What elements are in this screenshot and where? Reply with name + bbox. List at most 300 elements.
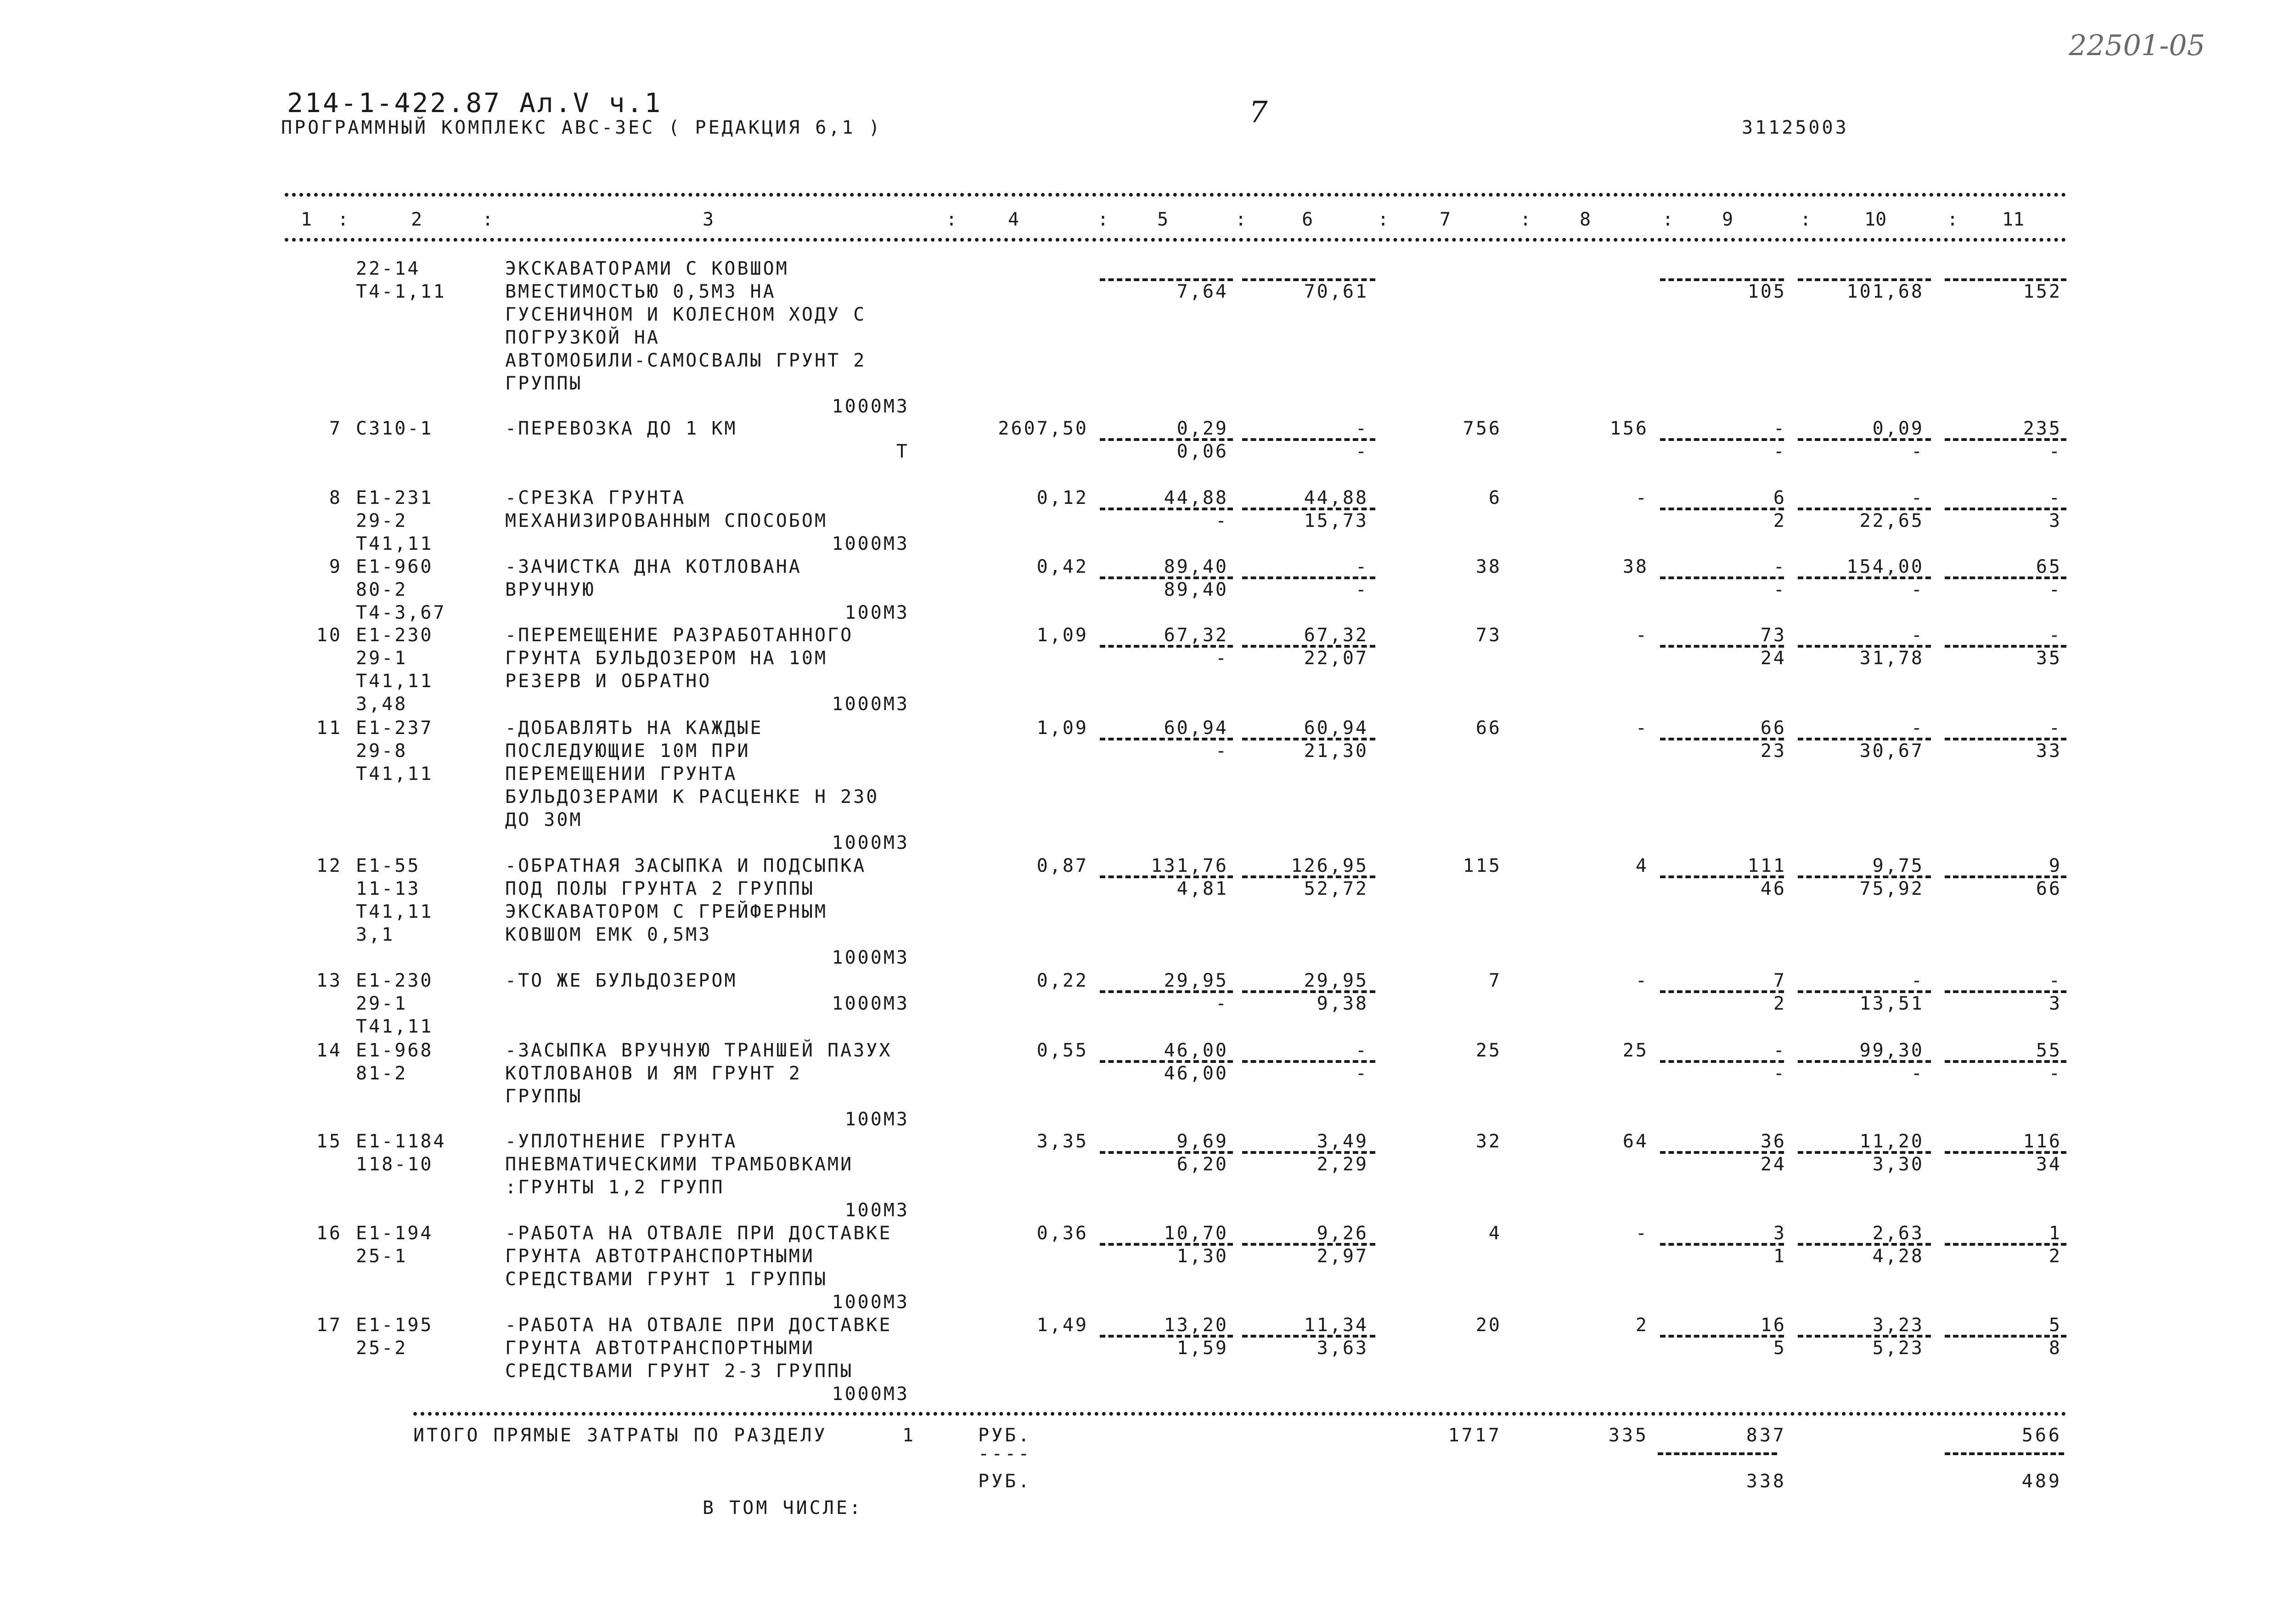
divider-col9 bbox=[1660, 278, 1784, 281]
row-col6: 60,94 bbox=[1304, 717, 1368, 739]
row-number: 14 bbox=[316, 1040, 342, 1061]
row-col5: 9,69 bbox=[1176, 1131, 1228, 1152]
row-col9-b: - bbox=[1773, 579, 1786, 600]
row-number: 12 bbox=[316, 855, 342, 876]
row-col4: 0,55 bbox=[1036, 1040, 1088, 1061]
column-separator: : bbox=[1378, 209, 1389, 230]
row-col10: 3,23 bbox=[1872, 1315, 1924, 1336]
column-separator: : bbox=[1800, 209, 1812, 230]
divider-col10 bbox=[1798, 875, 1931, 878]
divider-col11 bbox=[1945, 1060, 2066, 1063]
row-col8: - bbox=[1635, 1223, 1649, 1244]
row-code: Т41,11 bbox=[356, 1016, 433, 1037]
row-col6-b: 3,63 bbox=[1317, 1338, 1368, 1359]
row-col10: 0,09 bbox=[1872, 418, 1924, 439]
column-separator: : bbox=[1947, 209, 1958, 230]
row-col4: 1,09 bbox=[1036, 717, 1088, 739]
row-col10: 2,63 bbox=[1872, 1223, 1924, 1244]
row-col9-b: 24 bbox=[1760, 648, 1786, 669]
row-col7: 756 bbox=[1463, 418, 1502, 439]
row-description: -ДОБАВЛЯТЬ НА КАЖДЫЕ bbox=[505, 717, 763, 739]
row-col11: 65 bbox=[2036, 556, 2062, 577]
row-code: Т4-1,11 bbox=[356, 281, 446, 302]
row-col11: - bbox=[2048, 970, 2062, 991]
row-col11-b: 35 bbox=[2036, 648, 2062, 669]
row-col10: - bbox=[1911, 487, 1924, 508]
row-col9-b: 2 bbox=[1773, 993, 1786, 1014]
row-description: ПОГРУЗКОЙ НА bbox=[505, 327, 660, 348]
row-description: КОВШОМ ЕМК 0,5М3 bbox=[505, 924, 712, 945]
row-col7: 7 bbox=[1488, 970, 1502, 991]
divider-col9 bbox=[1660, 1335, 1784, 1338]
row-col8: 156 bbox=[1609, 418, 1649, 439]
row-col5: 46,00 bbox=[1164, 1040, 1228, 1061]
row-col8: 64 bbox=[1622, 1131, 1649, 1152]
row-col7: 6 bbox=[1488, 487, 1502, 508]
divider-col10 bbox=[1798, 1335, 1931, 1338]
row-col9: 6 bbox=[1773, 487, 1786, 508]
row-description: ВРУЧНУЮ bbox=[505, 579, 596, 600]
row-col6: 126,95 bbox=[1291, 855, 1368, 876]
divider-col6 bbox=[1242, 1243, 1375, 1246]
row-unit: Т bbox=[896, 441, 909, 462]
column-separator: : bbox=[1662, 209, 1674, 230]
row-col11-b: 3 bbox=[2048, 993, 2062, 1014]
divider-col10 bbox=[1798, 278, 1931, 281]
row-col8: 25 bbox=[1622, 1040, 1649, 1061]
column-separator: : bbox=[1520, 209, 1531, 230]
row-col6-b: 52,72 bbox=[1304, 878, 1368, 899]
row-description: -ЗАЧИСТКА ДНА КОТЛОВАНА bbox=[505, 556, 802, 577]
row-col4: 1,09 bbox=[1036, 625, 1088, 646]
divider-col9 bbox=[1660, 645, 1784, 648]
row-description: ПОД ПОЛЫ ГРУНТА 2 ГРУППЫ bbox=[505, 878, 815, 899]
totals-dash-col11 bbox=[1945, 1452, 2064, 1455]
totals-dash-col9 bbox=[1658, 1452, 1777, 1455]
row-col6: 9,26 bbox=[1317, 1223, 1368, 1244]
row-col9-b: 46 bbox=[1760, 878, 1786, 899]
row-col9: 7 bbox=[1773, 970, 1786, 991]
row-col6: 3,49 bbox=[1317, 1131, 1368, 1152]
including-label: В ТОМ ЧИСЛЕ: bbox=[703, 1497, 863, 1519]
archive-stamp: 22501-05 bbox=[2069, 28, 2206, 62]
row-description: ГРУНТА АВТОТРАНСПОРТНЫМИ bbox=[505, 1338, 815, 1359]
row-col9: 36 bbox=[1760, 1131, 1786, 1152]
row-description: -РАБОТА НА ОТВАЛЕ ПРИ ДОСТАВКЕ bbox=[505, 1315, 892, 1336]
row-col9: 16 bbox=[1760, 1315, 1786, 1336]
column-header-7: 7 bbox=[1440, 209, 1451, 230]
divider-col11 bbox=[1945, 875, 2066, 878]
divider-col9 bbox=[1660, 438, 1784, 441]
row-code: 3,48 bbox=[356, 694, 408, 715]
row-col7: 32 bbox=[1475, 1131, 1502, 1152]
row-col6: - bbox=[1355, 418, 1368, 439]
totals-col8: 335 bbox=[1608, 1425, 1649, 1446]
header-rule-top bbox=[285, 193, 2066, 197]
row-code: Е1-231 bbox=[356, 487, 433, 508]
row-col8: - bbox=[1635, 625, 1649, 646]
row-code: 11-13 bbox=[356, 878, 421, 899]
row-description: ГРУППЫ bbox=[505, 373, 583, 394]
divider-col11 bbox=[1945, 1151, 2066, 1154]
row-col5-b: 1,59 bbox=[1176, 1338, 1228, 1359]
row-col5-b: - bbox=[1215, 510, 1228, 531]
row-col9-b: 105 bbox=[1747, 281, 1786, 302]
row-description: ПОСЛЕДУЮЩИЕ 10М ПРИ bbox=[505, 740, 750, 762]
totals-label: ИТОГО ПРЯМЫЕ ЗАТРАТЫ ПО РАЗДЕЛУ bbox=[413, 1425, 827, 1446]
divider-col5 bbox=[1100, 990, 1233, 993]
divider-col5 bbox=[1100, 438, 1233, 441]
column-separator: : bbox=[1235, 209, 1247, 230]
row-col11-b: 66 bbox=[2036, 878, 2062, 899]
row-col10: - bbox=[1911, 717, 1924, 739]
row-col5: 0,29 bbox=[1176, 418, 1228, 439]
divider-col10 bbox=[1798, 576, 1931, 579]
row-description: ПНЕВМАТИЧЕСКИМИ ТРАМБОВКАМИ bbox=[505, 1154, 854, 1175]
divider-col10 bbox=[1798, 645, 1931, 648]
row-description: -ПЕРЕМЕЩЕНИЕ РАЗРАБОТАННОГО bbox=[505, 625, 854, 646]
column-header-4: 4 bbox=[1008, 209, 1019, 230]
divider-col6 bbox=[1242, 875, 1375, 878]
row-code: Т41,11 bbox=[356, 533, 433, 554]
row-code: 29-2 bbox=[356, 510, 408, 531]
row-col5-b: - bbox=[1215, 993, 1228, 1014]
row-unit: 1000М3 bbox=[832, 1292, 909, 1313]
column-header-1: 1 bbox=[301, 209, 312, 230]
divider-col5 bbox=[1100, 1060, 1233, 1063]
row-col11: 235 bbox=[2023, 418, 2062, 439]
divider-col11 bbox=[1945, 1243, 2066, 1246]
totals-currency-2: РУБ. bbox=[978, 1471, 1032, 1492]
row-col5-b: 0,06 bbox=[1176, 441, 1228, 462]
column-separator: : bbox=[1097, 209, 1109, 230]
totals-col11-b: 489 bbox=[2021, 1471, 2062, 1492]
divider-col5 bbox=[1100, 645, 1233, 648]
document-code: 214-1-422.87 Ал.V ч.1 bbox=[287, 87, 663, 119]
row-col6-b: 2,97 bbox=[1317, 1246, 1368, 1267]
row-col10-b: 4,28 bbox=[1872, 1246, 1924, 1267]
row-col9: 3 bbox=[1773, 1223, 1786, 1244]
row-col7: 4 bbox=[1488, 1223, 1502, 1244]
row-code: С310-1 bbox=[356, 418, 433, 439]
divider-col5 bbox=[1100, 738, 1233, 740]
row-col11: 1 bbox=[2048, 1223, 2062, 1244]
row-col11: - bbox=[2048, 717, 2062, 739]
row-code: Е1-195 bbox=[356, 1315, 433, 1336]
row-col9-b: 23 bbox=[1760, 740, 1786, 762]
row-code: 25-1 bbox=[356, 1246, 408, 1267]
row-col7: 73 bbox=[1475, 625, 1502, 646]
row-code: 25-2 bbox=[356, 1338, 408, 1359]
row-col10: 11,20 bbox=[1859, 1131, 1924, 1152]
column-header-2: 2 bbox=[411, 209, 422, 230]
row-col5: 44,88 bbox=[1164, 487, 1228, 508]
row-unit: 1000М3 bbox=[832, 993, 909, 1014]
column-header-8: 8 bbox=[1580, 209, 1591, 230]
row-col6: - bbox=[1355, 1040, 1368, 1061]
row-col10: - bbox=[1911, 625, 1924, 646]
totals-col11: 566 bbox=[2021, 1425, 2062, 1446]
row-code: Е1-55 bbox=[356, 855, 421, 876]
column-header-9: 9 bbox=[1722, 209, 1733, 230]
row-description: ГРУППЫ bbox=[505, 1086, 583, 1107]
row-code: 3,1 bbox=[356, 924, 395, 945]
header-rule-bottom bbox=[285, 238, 2066, 242]
divider-col10 bbox=[1798, 738, 1931, 740]
divider-col5 bbox=[1100, 508, 1233, 510]
row-col10-b: 30,67 bbox=[1859, 740, 1924, 762]
row-col10-b: - bbox=[1911, 1063, 1924, 1084]
row-unit: 1000М3 bbox=[832, 1383, 909, 1405]
row-col9-b: 1 bbox=[1773, 1246, 1786, 1267]
divider-col11 bbox=[1945, 278, 2066, 281]
row-description: МЕХАНИЗИРОВАННЫМ СПОСОБОМ bbox=[505, 510, 828, 531]
row-col11-b: 2 bbox=[2048, 1246, 2062, 1267]
row-code: Е1-230 bbox=[356, 625, 433, 646]
row-col11-b: 152 bbox=[2023, 281, 2062, 302]
row-code: Т41,11 bbox=[356, 671, 433, 692]
row-col7: 66 bbox=[1475, 717, 1502, 739]
totals-currency: РУБ. bbox=[978, 1425, 1032, 1446]
row-description: ГУСЕНИЧНОМ И КОЛЕСНОМ ХОДУ С bbox=[505, 304, 867, 325]
row-col4: 0,12 bbox=[1036, 487, 1088, 508]
row-col6-b: - bbox=[1355, 1063, 1368, 1084]
divider-col6 bbox=[1242, 1151, 1375, 1154]
row-code: Е1-194 bbox=[356, 1223, 433, 1244]
divider-col5 bbox=[1100, 1335, 1233, 1338]
row-col6-b: - bbox=[1355, 579, 1368, 600]
row-description: -СРЕЗКА ГРУНТА bbox=[505, 487, 686, 508]
row-col9: 66 bbox=[1760, 717, 1786, 739]
row-description: ВМЕСТИМОСТЬЮ 0,5М3 НА bbox=[505, 281, 776, 302]
row-col6-b: 21,30 bbox=[1304, 740, 1368, 762]
divider-col10 bbox=[1798, 1151, 1931, 1154]
row-col8: 2 bbox=[1635, 1315, 1649, 1336]
row-col6: 67,32 bbox=[1304, 625, 1368, 646]
row-col8: - bbox=[1635, 487, 1649, 508]
row-col9: - bbox=[1773, 418, 1786, 439]
divider-col10 bbox=[1798, 438, 1931, 441]
row-col6-b: - bbox=[1355, 441, 1368, 462]
row-number: 9 bbox=[329, 556, 342, 577]
row-col4: 3,35 bbox=[1036, 1131, 1088, 1152]
totals-section: 1 bbox=[902, 1425, 916, 1446]
divider-col6 bbox=[1242, 278, 1375, 281]
row-col4: 2607,50 bbox=[998, 418, 1088, 439]
row-col8: - bbox=[1635, 970, 1649, 991]
divider-col5 bbox=[1100, 1151, 1233, 1154]
row-col10: 154,00 bbox=[1846, 556, 1924, 577]
divider-col5 bbox=[1100, 875, 1233, 878]
row-description: ЭКСКАВАТОРОМ С ГРЕЙФЕРНЫМ bbox=[505, 901, 828, 922]
row-col5: 131,76 bbox=[1151, 855, 1228, 876]
row-col6-b: 22,07 bbox=[1304, 648, 1368, 669]
divider-col10 bbox=[1798, 1060, 1931, 1063]
row-col10-b: 22,65 bbox=[1859, 510, 1924, 531]
divider-col11 bbox=[1945, 990, 2066, 993]
row-col10: 9,75 bbox=[1872, 855, 1924, 876]
row-col10-b: 5,23 bbox=[1872, 1338, 1924, 1359]
row-unit: 1000М3 bbox=[832, 694, 909, 715]
divider-col9 bbox=[1660, 1151, 1784, 1154]
row-unit: 1000М3 bbox=[832, 396, 909, 417]
row-col9: - bbox=[1773, 1040, 1786, 1061]
row-col5-b: 6,20 bbox=[1176, 1154, 1228, 1175]
row-col8: 38 bbox=[1622, 556, 1649, 577]
column-header-5: 5 bbox=[1157, 209, 1169, 230]
row-code: Т4-3,67 bbox=[356, 602, 446, 623]
totals-col9: 837 bbox=[1746, 1425, 1786, 1446]
divider-col6 bbox=[1242, 1060, 1375, 1063]
row-col9-b: 2 bbox=[1773, 510, 1786, 531]
row-description: -ЗАСЫПКА ВРУЧНУЮ ТРАНШЕЙ ПАЗУХ bbox=[505, 1040, 892, 1061]
row-unit: 100М3 bbox=[844, 602, 909, 623]
row-col11: 55 bbox=[2036, 1040, 2062, 1061]
divider-col11 bbox=[1945, 576, 2066, 579]
row-unit: 1000М3 bbox=[832, 533, 909, 554]
row-description: КОТЛОВАНОВ И ЯМ ГРУНТ 2 bbox=[505, 1063, 802, 1084]
column-header-11: 11 bbox=[2002, 209, 2025, 230]
divider-col11 bbox=[1945, 738, 2066, 740]
divider-col6 bbox=[1242, 438, 1375, 441]
row-code: Е1-230 bbox=[356, 970, 433, 991]
row-col11-b: 34 bbox=[2036, 1154, 2062, 1175]
row-col9-b: 24 bbox=[1760, 1154, 1786, 1175]
row-code: Е1-960 bbox=[356, 556, 433, 577]
row-col6-b: 9,38 bbox=[1317, 993, 1368, 1014]
row-col5-b: 89,40 bbox=[1164, 579, 1228, 600]
divider-col6 bbox=[1242, 738, 1375, 740]
row-col6: 11,34 bbox=[1304, 1315, 1368, 1336]
row-col4: 0,36 bbox=[1036, 1223, 1088, 1244]
row-description: ГРУНТА АВТОТРАНСПОРТНЫМИ bbox=[505, 1246, 815, 1267]
row-col11: - bbox=[2048, 625, 2062, 646]
column-header-row bbox=[0, 209, 2296, 232]
row-col5: 10,70 bbox=[1164, 1223, 1228, 1244]
column-separator: : bbox=[482, 209, 494, 230]
row-number: 15 bbox=[316, 1131, 342, 1152]
row-col10-b: 31,78 bbox=[1859, 648, 1924, 669]
totals-currency-dash: ---- bbox=[978, 1443, 1032, 1464]
row-col6: 44,88 bbox=[1304, 487, 1368, 508]
row-description: -УПЛОТНЕНИЕ ГРУНТА bbox=[505, 1131, 737, 1152]
row-description: ГРУНТА БУЛЬДОЗЕРОМ НА 10М bbox=[505, 648, 828, 669]
divider-col6 bbox=[1242, 645, 1375, 648]
row-col5: 60,94 bbox=[1164, 717, 1228, 739]
row-col8: 4 bbox=[1635, 855, 1649, 876]
row-number: 16 bbox=[316, 1223, 342, 1244]
divider-col6 bbox=[1242, 990, 1375, 993]
row-col11-b: 3 bbox=[2048, 510, 2062, 531]
row-col11: 116 bbox=[2023, 1131, 2062, 1152]
row-col11-b: - bbox=[2048, 579, 2062, 600]
divider-col9 bbox=[1660, 1243, 1784, 1246]
row-description: -РАБОТА НА ОТВАЛЕ ПРИ ДОСТАВКЕ bbox=[505, 1223, 892, 1244]
row-col10: 99,30 bbox=[1859, 1040, 1924, 1061]
row-col9-b: - bbox=[1773, 441, 1786, 462]
divider-col6 bbox=[1242, 576, 1375, 579]
column-header-3: 3 bbox=[703, 209, 714, 230]
row-code: 22-14 bbox=[356, 258, 421, 279]
row-description: ПЕРЕМЕЩЕНИИ ГРУНТА bbox=[505, 763, 737, 785]
row-col11-b: 33 bbox=[2036, 740, 2062, 762]
row-col5-b: - bbox=[1215, 648, 1228, 669]
row-col8: - bbox=[1635, 717, 1649, 739]
row-code: 80-2 bbox=[356, 579, 408, 600]
row-col10-b: - bbox=[1911, 441, 1924, 462]
divider-col5 bbox=[1100, 576, 1233, 579]
row-code: Т41,11 bbox=[356, 901, 433, 922]
row-code: 81-2 bbox=[356, 1063, 408, 1084]
row-number: 8 bbox=[329, 487, 342, 508]
divider-col9 bbox=[1660, 738, 1784, 740]
divider-col10 bbox=[1798, 990, 1931, 993]
row-unit: 100М3 bbox=[844, 1109, 909, 1130]
row-code: Т41,11 bbox=[356, 763, 433, 785]
row-col11: - bbox=[2048, 487, 2062, 508]
row-col7: 38 bbox=[1475, 556, 1502, 577]
row-col7: 20 bbox=[1475, 1315, 1502, 1336]
row-col9: - bbox=[1773, 556, 1786, 577]
divider-col11 bbox=[1945, 438, 2066, 441]
row-number: 17 bbox=[316, 1315, 342, 1336]
row-col5: 13,20 bbox=[1164, 1315, 1228, 1336]
row-description: АВТОМОБИЛИ-САМОСВАЛЫ ГРУНТ 2 bbox=[505, 350, 867, 371]
row-col5: 89,40 bbox=[1164, 556, 1228, 577]
divider-col9 bbox=[1660, 508, 1784, 510]
divider-col11 bbox=[1945, 645, 2066, 648]
row-number: 10 bbox=[316, 625, 342, 646]
row-col10-b: - bbox=[1911, 579, 1924, 600]
row-col10-b: 101,68 bbox=[1846, 281, 1924, 302]
row-col6: - bbox=[1355, 556, 1368, 577]
divider-col9 bbox=[1660, 990, 1784, 993]
row-col11: 5 bbox=[2048, 1315, 2062, 1336]
row-code: Е1-1184 bbox=[356, 1131, 446, 1152]
row-col11: 9 bbox=[2048, 855, 2062, 876]
row-description: БУЛЬДОЗЕРАМИ К РАСЦЕНКЕ Н 230 bbox=[505, 786, 879, 808]
row-col11-b: - bbox=[2048, 441, 2062, 462]
row-col5-b: 7,64 bbox=[1176, 281, 1228, 302]
column-header-6: 6 bbox=[1302, 209, 1313, 230]
row-col5: 67,32 bbox=[1164, 625, 1228, 646]
row-col6-b: 2,29 bbox=[1317, 1154, 1368, 1175]
page-number: 7 bbox=[1249, 96, 1268, 130]
row-col9: 73 bbox=[1760, 625, 1786, 646]
row-description: ЭКСКАВАТОРАМИ С КОВШОМ bbox=[505, 258, 789, 279]
divider-col11 bbox=[1945, 508, 2066, 510]
row-code: 29-8 bbox=[356, 740, 408, 762]
row-col10: - bbox=[1911, 970, 1924, 991]
row-col7: 25 bbox=[1475, 1040, 1502, 1061]
row-col6-b: 15,73 bbox=[1304, 510, 1368, 531]
row-description: -ОБРАТНАЯ ЗАСЫПКА И ПОДСЫПКА bbox=[505, 855, 867, 876]
divider-col10 bbox=[1798, 508, 1931, 510]
column-header-10: 10 bbox=[1864, 209, 1887, 230]
divider-col10 bbox=[1798, 1243, 1931, 1246]
row-col5-b: 46,00 bbox=[1164, 1063, 1228, 1084]
row-col4: 1,49 bbox=[1036, 1315, 1088, 1336]
row-description: РЕЗЕРВ И ОБРАТНО bbox=[505, 671, 712, 692]
row-col11-b: - bbox=[2048, 1063, 2062, 1084]
row-unit: 1000М3 bbox=[832, 832, 909, 853]
row-col4: 0,22 bbox=[1036, 970, 1088, 991]
row-description: СРЕДСТВАМИ ГРУНТ 2-3 ГРУППЫ bbox=[505, 1361, 854, 1382]
row-col10-b: 3,30 bbox=[1872, 1154, 1924, 1175]
row-description: -ТО ЖЕ БУЛЬДОЗЕРОМ bbox=[505, 970, 737, 991]
row-col10-b: 75,92 bbox=[1859, 878, 1924, 899]
row-code: 29-1 bbox=[356, 993, 408, 1014]
